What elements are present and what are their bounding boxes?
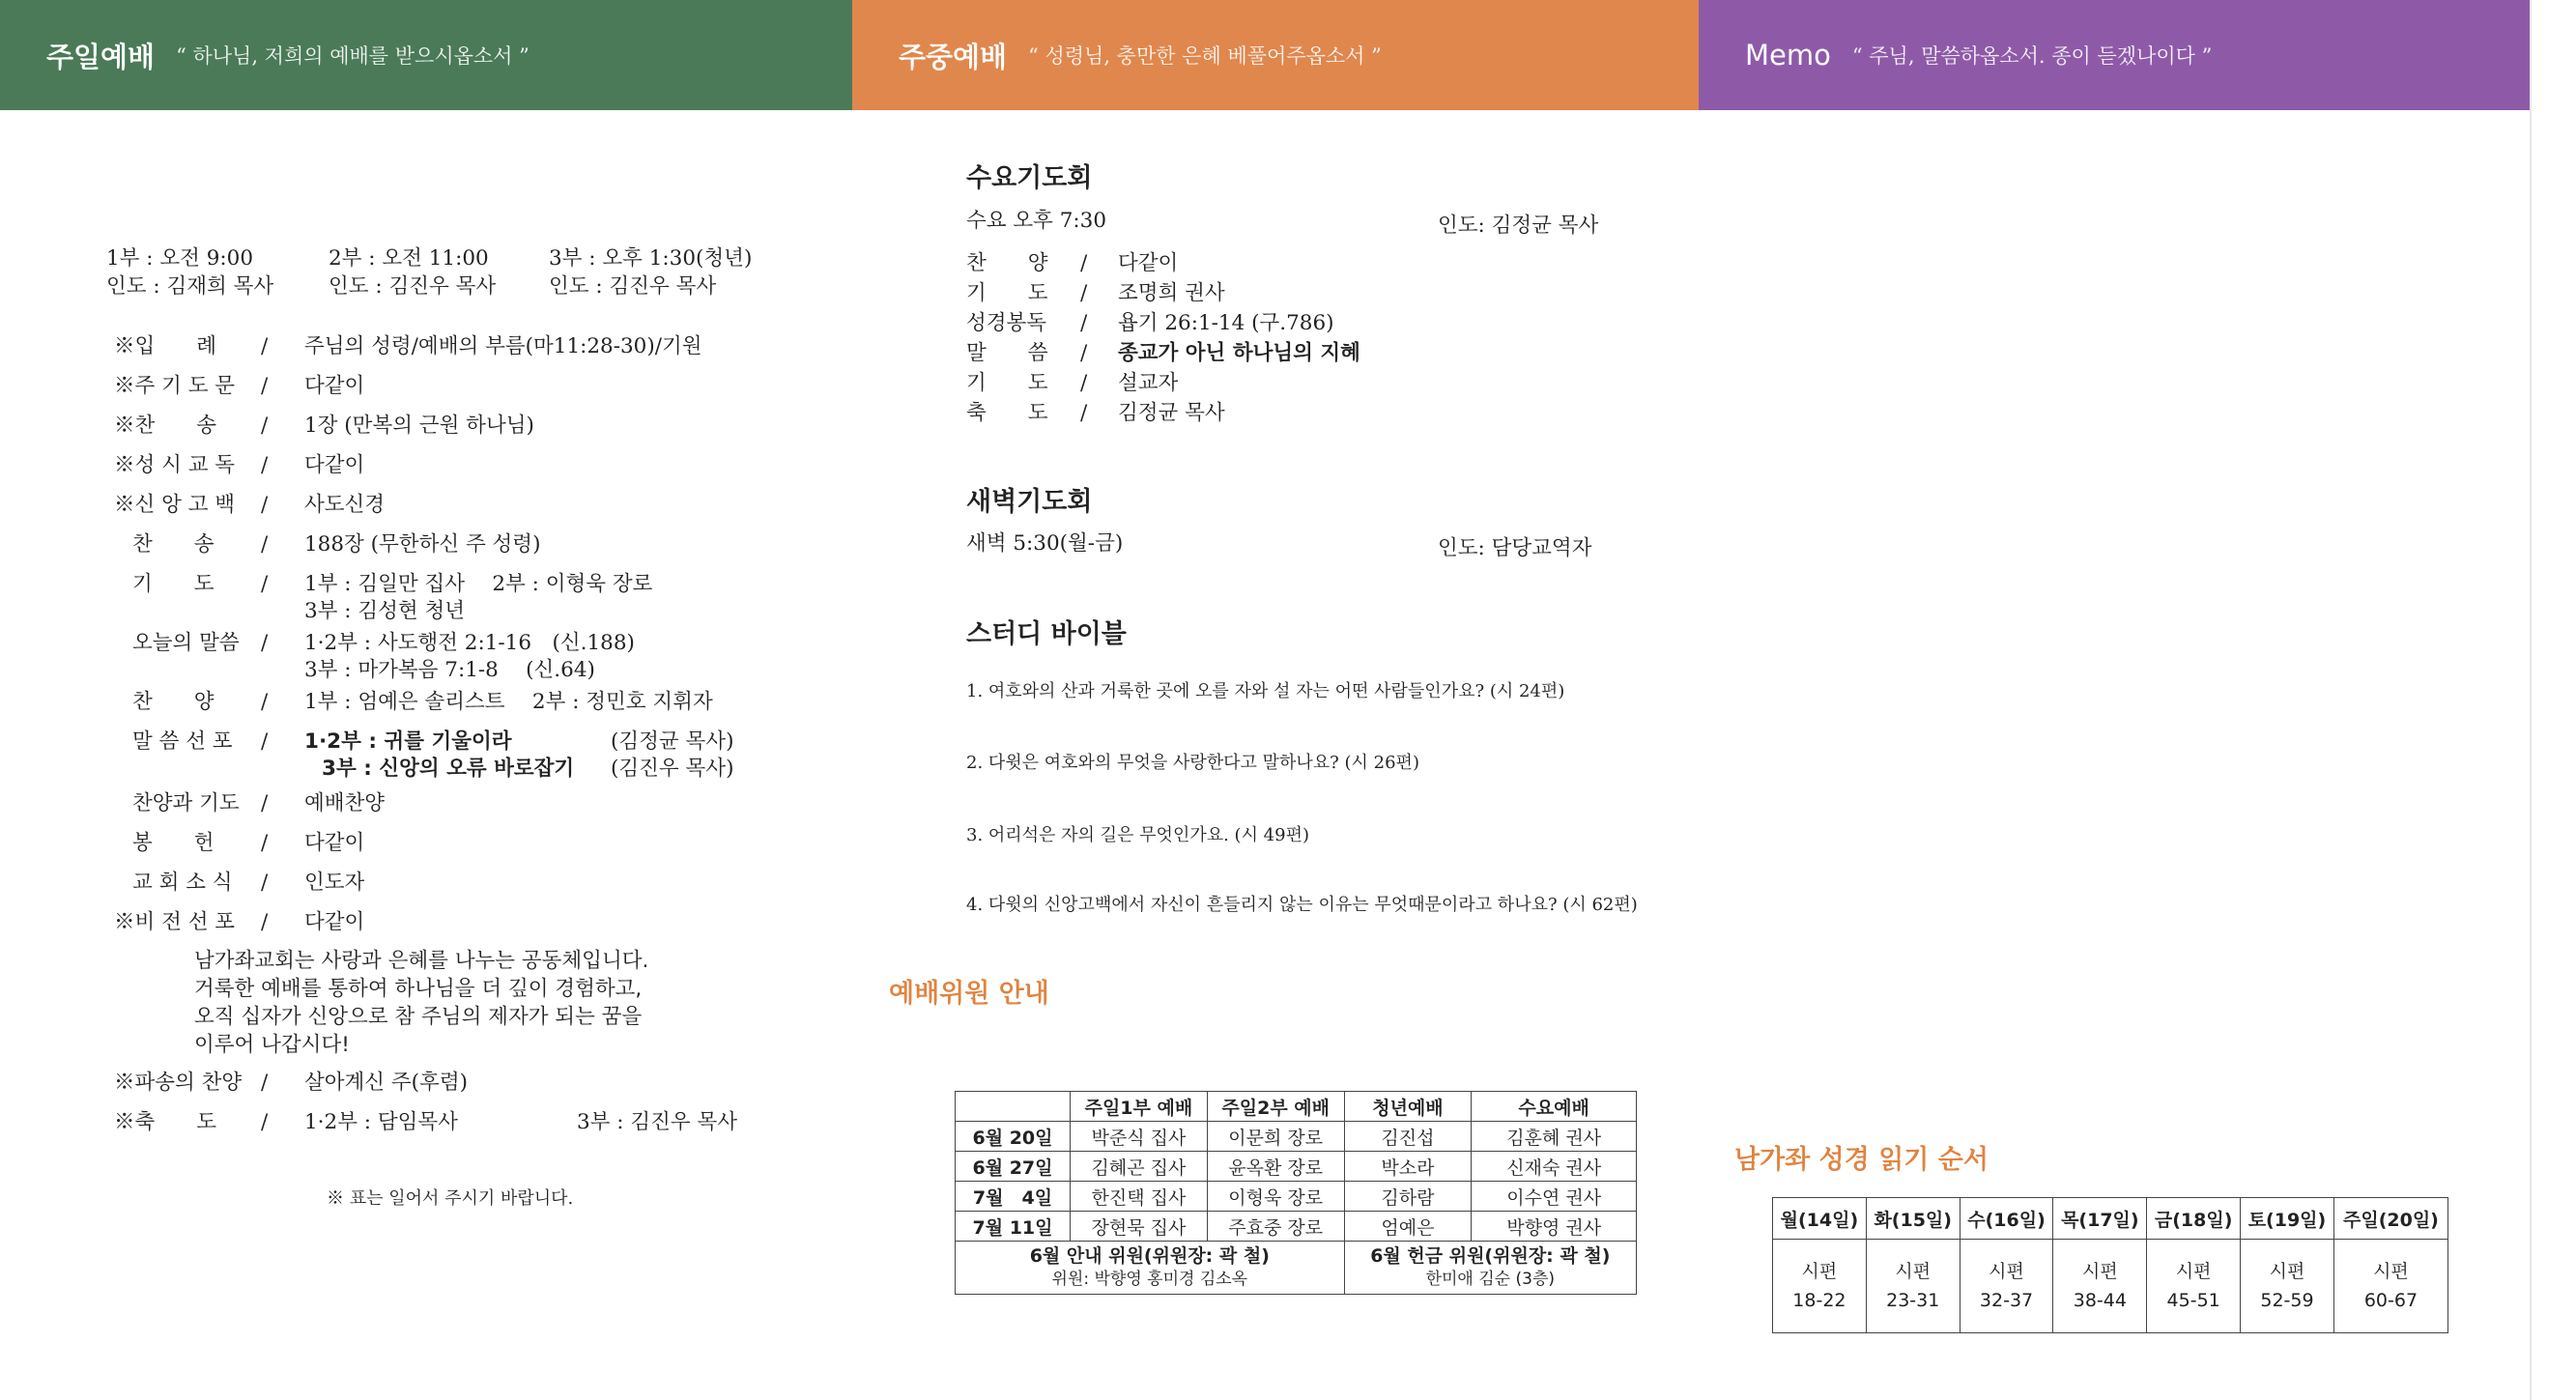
order-value: 다같이 [304, 374, 365, 398]
order-value: 1·2부 : 담임목사 [304, 1110, 458, 1134]
page-edge [2530, 0, 2532, 1400]
order-sep: / [261, 871, 269, 895]
wednesday-title: 수요기도회 [966, 163, 1093, 193]
table-cell: 이수연 권사 [1472, 1182, 1637, 1212]
table-cell: 윤옥환 장로 [1207, 1152, 1344, 1182]
table-cell: 이형욱 장로 [1207, 1182, 1344, 1212]
order-label: 말 씀 [966, 341, 1048, 365]
table-header: 주일(20일) [2333, 1198, 2447, 1240]
header-weekday-subtitle: “ 성령님, 충만한 은혜 베풀어주옵소서 ” [1028, 44, 1382, 68]
order-sep: / [261, 1110, 269, 1134]
table-cell: 신재숙 권사 [1472, 1152, 1637, 1182]
order-sep: / [261, 631, 269, 655]
order-label: 찬양과 기도 [132, 791, 240, 815]
study-question: 1. 여호와의 산과 거룩한 곳에 오를 자와 설 자는 어떤 사람들인가요? (시 24편) [966, 681, 1565, 701]
order-label: 봉 헌 [132, 831, 215, 855]
order-value: 1·2부 : 사도행전 2:1-16 (신.188) [304, 631, 635, 655]
table-cell [2333, 1240, 2447, 1333]
table-row [1773, 1240, 2448, 1333]
order-label: ※성 시 교 독 [114, 453, 236, 477]
sermon-preacher-3: (김진우 목사) [611, 757, 734, 781]
order-sep: / [261, 572, 269, 596]
sermon-preacher-1: (김정균 목사) [611, 729, 734, 754]
dawn-leader: 인도: 담당교역자 [1438, 536, 1592, 560]
table-cell [1960, 1240, 2053, 1333]
order-value: 다같이 [1118, 251, 1179, 275]
order-value: 사도신경 [304, 493, 386, 517]
order-label: 오늘의 말씀 [132, 631, 240, 655]
leader-service-2: 인도 : 김진우 목사 [329, 274, 497, 299]
study-question: 2. 다윗은 여호와의 무엇을 사랑한다고 말하나요? (시 26편) [966, 753, 1419, 773]
offering-committee-members: 한미애 김순 (3층) [1425, 1270, 1555, 1289]
order-label: ※신 앙 고 백 [114, 493, 236, 517]
order-sep: / [261, 374, 269, 398]
order-value: 김정균 목사 [1118, 401, 1225, 425]
order-value: 조명희 권사 [1118, 281, 1225, 305]
table-cell: 박소라 [1344, 1152, 1472, 1182]
header-memo-title: Memo [1745, 39, 1831, 71]
order-value: 188장 (무한하신 주 성령) [304, 532, 541, 557]
order-sep: / [1080, 311, 1088, 335]
order-sep: / [261, 791, 269, 815]
order-sep: / [261, 690, 269, 714]
committee-title: 예배위원 안내 [889, 979, 1049, 1009]
order-value: 인도자 [304, 871, 365, 895]
offering-committee-cell [1344, 1242, 1636, 1295]
table-cell: 주효중 장로 [1207, 1212, 1344, 1242]
order-sep: / [261, 729, 269, 754]
order-label: 찬 양 [132, 690, 215, 714]
order-value: 1장 (만복의 근원 하나님) [304, 414, 534, 438]
bible-book: 시편 [1989, 1261, 2024, 1282]
table-cell: 김진섭 [1344, 1122, 1472, 1152]
order-label: ※축 도 [114, 1110, 217, 1134]
order-label: ※입 례 [114, 334, 217, 358]
table-cell [2147, 1240, 2241, 1333]
order-label: ※주 기 도 문 [114, 374, 236, 398]
header-memo-subtitle: “ 주님, 말씀하옵소서. 종이 듣겠나이다 ” [1851, 44, 2213, 68]
table-header: 토(19일) [2241, 1198, 2334, 1240]
leader-service-1: 인도 : 김재희 목사 [106, 274, 274, 299]
bible-range: 60-67 [2363, 1290, 2419, 1311]
wednesday-leader: 인도: 김정균 목사 [1438, 214, 1599, 238]
table-row [956, 1122, 1637, 1152]
table-cell-date: 6월 27일 [956, 1152, 1071, 1182]
order-sep: / [261, 414, 269, 438]
order-label: 찬 송 [132, 532, 215, 557]
table-row [956, 1212, 1637, 1242]
committee-table [955, 1091, 1637, 1295]
order-label: 성경봉독 [966, 311, 1047, 335]
wednesday-sermon-title: 종교가 아닌 하나님의 지혜 [1118, 341, 1360, 365]
table-header [956, 1092, 1071, 1122]
dawn-time: 새벽 5:30(월-금) [966, 531, 1124, 556]
table-cell [1866, 1240, 1960, 1333]
sermon-title-3: 3부 : 신앙의 오류 바로잡기 [322, 757, 575, 781]
table-header: 청년예배 [1344, 1092, 1472, 1122]
order-sep: / [261, 910, 269, 934]
order-value: 3부 : 마가복음 7:1-8 (신.64) [304, 658, 595, 682]
order-sep: / [261, 493, 269, 517]
bible-book: 시편 [1801, 1261, 1838, 1282]
order-label: 교 회 소 식 [132, 871, 233, 895]
table-cell-date: 7월 4일 [956, 1182, 1071, 1212]
time-service-3: 3부 : 오후 1:30(청년) [549, 246, 753, 271]
table-row [956, 1182, 1637, 1212]
order-sep: / [261, 532, 269, 557]
header-weekday [852, 0, 1699, 110]
order-value: 설교자 [1118, 371, 1179, 395]
time-service-1: 1부 : 오전 9:00 [106, 246, 254, 271]
benediction-service-3: 3부 : 김진우 목사 [577, 1110, 738, 1134]
table-header: 주일2부 예배 [1207, 1092, 1344, 1122]
order-sep: / [261, 1071, 269, 1095]
wednesday-time: 수요 오후 7:30 [966, 209, 1107, 233]
order-label: 기 도 [966, 281, 1048, 305]
vision-line: 남가좌교회는 사랑과 은혜를 나누는 공동체입니다. [194, 949, 649, 973]
study-question: 4. 다윗의 신앙고백에서 자신이 흔들리지 않는 이유는 무엇때문이라고 하나요? (시 62편) [966, 895, 1638, 915]
bible-range: 23-31 [1886, 1290, 1940, 1311]
guide-committee-members: 위원: 박향영 홍미경 김소옥 [1051, 1270, 1248, 1289]
order-value: 욥기 26:1-14 (구.786) [1118, 311, 1334, 335]
bible-reading-title: 남가좌 성경 읽기 순서 [1734, 1145, 1989, 1175]
table-header: 월(14일) [1773, 1198, 1867, 1240]
table-cell: 박향영 권사 [1472, 1212, 1637, 1242]
table-header-row [1773, 1198, 2448, 1240]
table-header-row [956, 1092, 1637, 1122]
table-header: 목(17일) [2053, 1198, 2147, 1240]
header-weekday-title: 주중예배 [899, 40, 1008, 73]
table-header: 화(15일) [1866, 1198, 1960, 1240]
bible-book: 시편 [1895, 1261, 1932, 1282]
table-row [956, 1152, 1637, 1182]
order-sep: / [261, 334, 269, 358]
table-cell [2053, 1240, 2147, 1333]
table-cell [1773, 1240, 1867, 1333]
bible-reading-table [1772, 1197, 2448, 1333]
leader-service-3: 인도 : 김진우 목사 [549, 274, 717, 299]
order-label: 찬 양 [966, 251, 1048, 275]
table-cell-date: 7월 11일 [956, 1212, 1071, 1242]
table-header: 금(18일) [2147, 1198, 2241, 1240]
standing-note: ※ 표는 일어서 주시기 바랍니다. [327, 1188, 574, 1209]
order-label: ※비 전 선 포 [114, 910, 236, 934]
study-question: 3. 어리석은 자의 길은 무엇인가요. (시 49편) [966, 825, 1309, 845]
order-sep: / [1080, 251, 1088, 275]
header-sunday-title: 주일예배 [46, 40, 156, 73]
order-sep: / [1080, 281, 1088, 305]
bible-range: 32-37 [1979, 1290, 2034, 1311]
time-service-2: 2부 : 오전 11:00 [329, 246, 489, 271]
table-cell: 이문희 장로 [1207, 1122, 1344, 1152]
bible-range: 45-51 [2166, 1290, 2220, 1311]
bible-range: 18-22 [1792, 1290, 1846, 1311]
order-value: 3부 : 김성현 청년 [304, 599, 466, 623]
order-value: 1부 : 엄예은 솔리스트 2부 : 정민호 지휘자 [304, 690, 713, 714]
guide-committee-cell [956, 1242, 1345, 1295]
header-sunday [0, 0, 852, 110]
vision-line: 오직 십자가 신앙으로 참 주님의 제자가 되는 꿈을 [194, 1005, 643, 1029]
order-value: 주님의 성령/예배의 부름(마11:28-30)/기원 [304, 334, 702, 358]
bible-book: 시편 [2269, 1261, 2305, 1282]
order-value: 살아계신 주(후렴) [304, 1071, 468, 1095]
table-cell-date: 6월 20일 [956, 1122, 1071, 1152]
order-value: 다같이 [304, 453, 365, 477]
order-label: 축 도 [966, 401, 1048, 425]
order-value: 예배찬양 [304, 791, 386, 815]
bible-range: 38-44 [2073, 1290, 2127, 1311]
bible-book: 시편 [2175, 1261, 2212, 1282]
order-label: 기 도 [966, 371, 1048, 395]
table-header: 주일1부 예배 [1071, 1092, 1208, 1122]
vision-line: 거룩한 예배를 통하여 하나님을 더 깊이 경험하고, [194, 977, 643, 1001]
guide-committee-title: 6월 안내 위원(위원장: 곽 철) [1029, 1245, 1270, 1267]
order-sep: / [261, 453, 269, 477]
order-value: 1부 : 김일만 집사 2부 : 이형욱 장로 [304, 572, 653, 596]
table-header: 수(16일) [1960, 1198, 2053, 1240]
table-cell: 김하람 [1344, 1182, 1472, 1212]
table-cell: 김혜곤 집사 [1071, 1152, 1208, 1182]
table-cell: 엄예은 [1344, 1212, 1472, 1242]
table-cell: 한진택 집사 [1071, 1182, 1208, 1212]
order-sep: / [1080, 401, 1088, 425]
bible-book: 시편 [2373, 1261, 2409, 1282]
table-cell: 박준식 집사 [1071, 1122, 1208, 1152]
table-cell [2241, 1240, 2334, 1333]
bible-book: 시편 [2081, 1261, 2118, 1282]
study-title: 스터디 바이블 [966, 619, 1127, 649]
offering-committee-title: 6월 헌금 위원(위원장: 곽 철) [1370, 1245, 1611, 1267]
order-label: 기 도 [132, 572, 215, 596]
order-label: 말 씀 선 포 [132, 729, 233, 754]
header-memo [1699, 0, 2530, 110]
order-label: ※파송의 찬양 [114, 1071, 243, 1095]
order-sep: / [1080, 371, 1088, 395]
table-header: 수요예배 [1472, 1092, 1637, 1122]
header-sunday-subtitle: “ 하나님, 저희의 예배를 받으시옵소서 ” [176, 44, 530, 68]
order-value: 다같이 [304, 910, 365, 934]
order-sep: / [261, 831, 269, 855]
table-footer-row [956, 1242, 1637, 1295]
table-cell: 김훈혜 권사 [1472, 1122, 1637, 1152]
order-value: 다같이 [304, 831, 365, 855]
sermon-title-1: 1·2부 : 귀를 기울이라 [304, 729, 512, 754]
table-cell: 장현묵 집사 [1071, 1212, 1208, 1242]
order-label: ※찬 송 [114, 414, 217, 438]
bible-range: 52-59 [2260, 1290, 2314, 1311]
vision-line: 이루어 나갑시다! [194, 1033, 350, 1057]
dawn-title: 새벽기도회 [966, 487, 1093, 517]
order-sep: / [1080, 341, 1088, 365]
